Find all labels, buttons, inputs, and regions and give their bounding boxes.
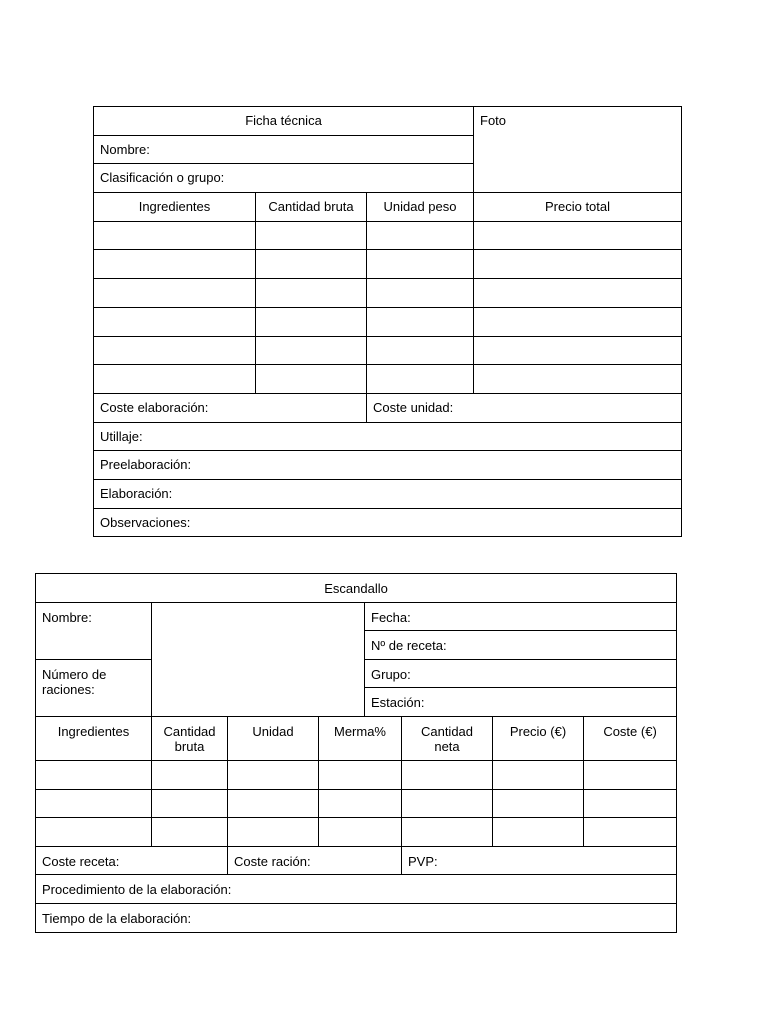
unit-cell[interactable]	[228, 760, 319, 789]
quantity-cell[interactable]	[256, 336, 367, 365]
table-row	[94, 336, 682, 365]
name-field[interactable]: Nombre:	[36, 602, 152, 659]
column-header-cantidad-bruta: Cantidad bruta	[256, 193, 367, 222]
quantity-cell[interactable]	[256, 279, 367, 308]
ingredient-cell[interactable]	[94, 221, 256, 250]
net-quantity-cell[interactable]	[402, 818, 493, 847]
time-field[interactable]: Tiempo de la elaboración:	[36, 903, 677, 932]
name-field[interactable]: Nombre:	[94, 135, 474, 164]
ingredient-cell[interactable]	[94, 336, 256, 365]
table-row	[36, 789, 677, 818]
unit-cell[interactable]	[367, 307, 474, 336]
quantity-cell[interactable]	[152, 760, 228, 789]
ingredient-cell[interactable]	[94, 365, 256, 394]
table-row	[36, 760, 677, 789]
merma-cell[interactable]	[319, 789, 402, 818]
blank-info-area[interactable]	[152, 602, 365, 716]
column-header-cantidad-bruta: Cantidad bruta	[152, 716, 228, 760]
column-header-unidad-peso: Unidad peso	[367, 193, 474, 222]
unit-cell[interactable]	[228, 789, 319, 818]
price-cell[interactable]	[493, 818, 584, 847]
unit-cell[interactable]	[367, 221, 474, 250]
cost-elaboration-field[interactable]: Coste elaboración:	[94, 393, 367, 422]
unit-cell[interactable]	[367, 279, 474, 308]
price-cell[interactable]	[474, 279, 682, 308]
ingredient-cell[interactable]	[36, 818, 152, 847]
ingredients-header-row	[36, 716, 677, 760]
group-field[interactable]: Grupo:	[365, 659, 677, 688]
column-header-ingredientes: Ingredientes	[94, 193, 256, 222]
net-quantity-cell[interactable]	[402, 789, 493, 818]
observaciones-field[interactable]: Observaciones:	[94, 508, 682, 537]
cost-unit-field[interactable]: Coste unidad:	[367, 393, 682, 422]
table-row	[36, 818, 677, 847]
table-row	[94, 221, 682, 250]
ingredient-cell[interactable]	[94, 279, 256, 308]
ingredients-header-row	[94, 193, 682, 222]
recipe-cost-field[interactable]: Coste receta:	[36, 846, 228, 875]
station-field[interactable]: Estación:	[365, 688, 677, 717]
elaboracion-field[interactable]: Elaboración:	[94, 479, 682, 508]
net-quantity-cell[interactable]	[402, 760, 493, 789]
merma-cell[interactable]	[319, 760, 402, 789]
date-field[interactable]: Fecha:	[365, 602, 677, 631]
ficha-title: Ficha técnica	[94, 107, 474, 136]
quantity-cell[interactable]	[256, 250, 367, 279]
column-header-coste: Coste (€)	[584, 716, 677, 760]
cost-cell[interactable]	[584, 818, 677, 847]
cost-cell[interactable]	[584, 789, 677, 818]
price-cell[interactable]	[474, 365, 682, 394]
procedure-field[interactable]: Procedimiento de la elaboración:	[36, 875, 677, 904]
pvp-field[interactable]: PVP:	[402, 846, 677, 875]
price-cell[interactable]	[493, 760, 584, 789]
column-header-merma: Merma%	[319, 716, 402, 760]
ingredient-cell[interactable]	[36, 789, 152, 818]
unit-cell[interactable]	[367, 365, 474, 394]
table-row	[94, 365, 682, 394]
unit-cell[interactable]	[228, 818, 319, 847]
recipe-number-field[interactable]: Nº de receta:	[365, 631, 677, 660]
portions-field[interactable]: Número de raciones:	[36, 659, 152, 716]
ingredient-cell[interactable]	[94, 307, 256, 336]
utillaje-field[interactable]: Utillaje:	[94, 422, 682, 451]
column-header-precio-total: Precio total	[474, 193, 682, 222]
table-row	[94, 250, 682, 279]
escandallo-form	[35, 573, 677, 933]
price-cell[interactable]	[474, 307, 682, 336]
column-header-precio: Precio (€)	[493, 716, 584, 760]
ingredient-cell[interactable]	[36, 760, 152, 789]
quantity-cell[interactable]	[152, 818, 228, 847]
price-cell[interactable]	[493, 789, 584, 818]
price-cell[interactable]	[474, 336, 682, 365]
escandallo-title: Escandallo	[36, 574, 677, 603]
cost-cell[interactable]	[584, 760, 677, 789]
table-row	[94, 279, 682, 308]
ficha-tecnica-form	[93, 106, 682, 537]
column-header-cantidad-neta: Cantidad neta	[402, 716, 493, 760]
unit-cell[interactable]	[367, 336, 474, 365]
quantity-cell[interactable]	[256, 307, 367, 336]
table-row	[94, 307, 682, 336]
ingredient-cell[interactable]	[94, 250, 256, 279]
column-header-unidad: Unidad	[228, 716, 319, 760]
classification-field[interactable]: Clasificación o grupo:	[94, 164, 474, 193]
merma-cell[interactable]	[319, 818, 402, 847]
photo-field[interactable]: Foto	[474, 107, 682, 193]
quantity-cell[interactable]	[256, 221, 367, 250]
quantity-cell[interactable]	[152, 789, 228, 818]
quantity-cell[interactable]	[256, 365, 367, 394]
column-header-ingredientes: Ingredientes	[36, 716, 152, 760]
price-cell[interactable]	[474, 221, 682, 250]
price-cell[interactable]	[474, 250, 682, 279]
portion-cost-field[interactable]: Coste ración:	[228, 846, 402, 875]
preelaboracion-field[interactable]: Preelaboración:	[94, 451, 682, 480]
unit-cell[interactable]	[367, 250, 474, 279]
